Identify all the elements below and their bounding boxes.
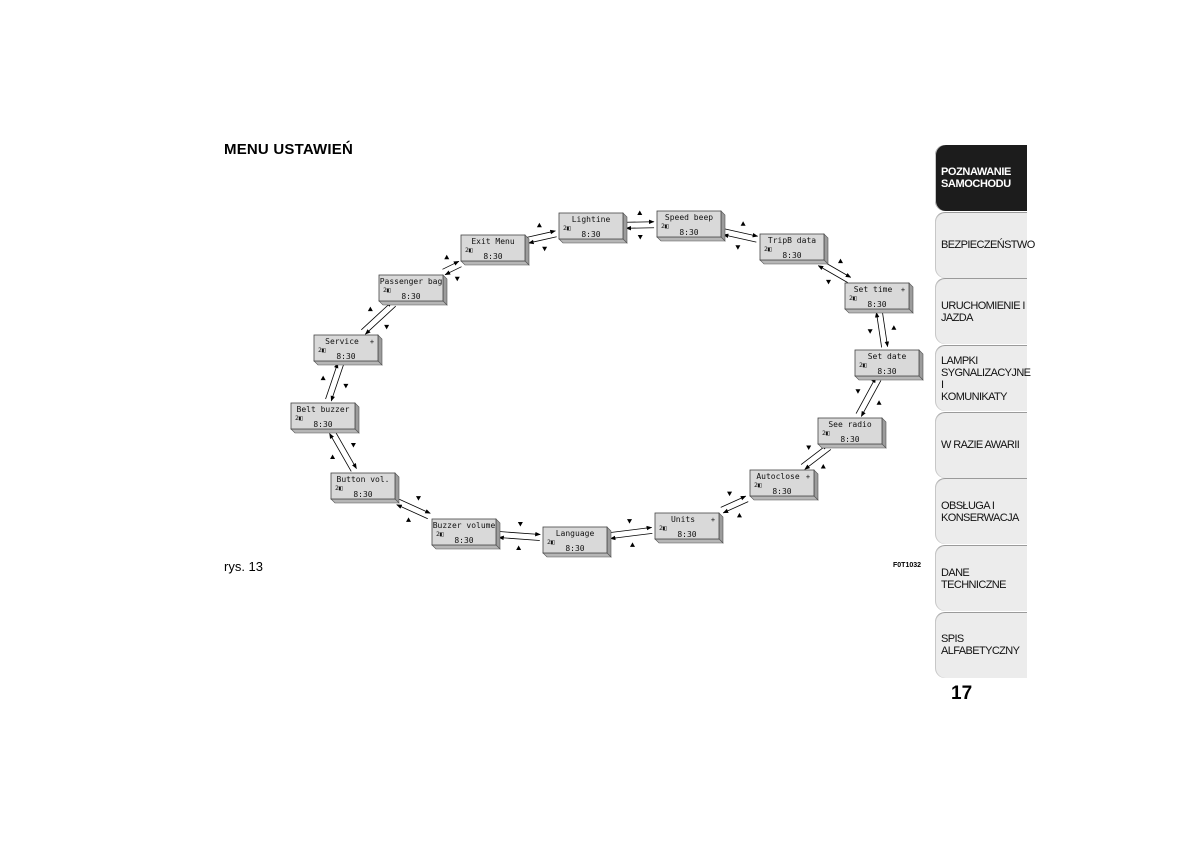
backward-arrow (818, 266, 847, 283)
display-time: 8:30 (877, 367, 897, 376)
forward-arrow (442, 261, 458, 269)
tab-poznawanie-samochodu[interactable]: POZNAWANIE SAMOCHODU (935, 145, 1027, 211)
section-heading: MENU USTAWIEŃ (224, 141, 353, 158)
up-button-icon (516, 545, 521, 550)
up-button-icon (637, 211, 642, 216)
display-icon: 2◧ (436, 530, 444, 538)
tab-spis-alfabetyczny[interactable]: SPIS ALFABETYCZNY (935, 612, 1027, 678)
page-number: 17 (951, 683, 973, 704)
up-button-icon (537, 223, 542, 228)
up-button-icon (630, 542, 635, 547)
submenu-marker-icon: + (369, 338, 375, 346)
screen-set-date (855, 350, 923, 380)
display-icon: 2◧ (754, 481, 762, 489)
display-time: 8:30 (677, 530, 697, 539)
screen-label: Passenger bag (379, 277, 443, 286)
display-icon: 2◧ (547, 538, 555, 546)
display-icon: 2◧ (659, 524, 667, 532)
chapter-tabs (935, 145, 1035, 679)
screen-label: Set time (853, 285, 893, 294)
screen-label: Set date (867, 352, 907, 361)
up-button-icon (821, 464, 826, 469)
backward-arrow (399, 499, 430, 513)
display-time: 8:30 (782, 251, 802, 260)
display-time: 8:30 (401, 292, 421, 301)
down-button-icon (855, 389, 860, 394)
down-button-icon (455, 277, 460, 282)
screen-label: Units (670, 515, 696, 524)
screen-label: See radio (828, 420, 872, 429)
up-button-icon (321, 376, 326, 381)
screen-label: Autoclose (756, 472, 800, 481)
tab-bezpieczenstwo[interactable]: BEZPIECZEŃSTWO (935, 212, 1027, 278)
screen-service (314, 335, 382, 365)
down-button-icon (638, 235, 643, 240)
display-icon: 2◧ (661, 222, 669, 230)
screen-label: Belt buzzer (296, 405, 350, 414)
tab-obsluga-i-konserwacja[interactable]: OBSŁUGA I KONSERWACJA (935, 478, 1027, 544)
down-button-icon (384, 325, 389, 330)
backward-arrow (610, 527, 652, 532)
down-button-icon (627, 519, 632, 524)
display-icon: 2◧ (849, 294, 857, 302)
display-icon: 2◧ (764, 245, 772, 253)
display-time: 8:30 (840, 435, 860, 444)
screen-label: Speed beep (664, 213, 714, 222)
screen-label: Button vol. (336, 475, 390, 484)
down-button-icon (806, 445, 811, 450)
display-time: 8:30 (772, 487, 792, 496)
screen-exit-menu (461, 235, 529, 265)
display-icon: 2◧ (318, 346, 326, 354)
backward-arrow (331, 365, 343, 401)
screen-units (655, 513, 723, 543)
backward-arrow (626, 228, 654, 229)
display-time: 8:30 (353, 490, 373, 499)
screen-label: Buzzer volume (432, 521, 496, 530)
down-button-icon (868, 329, 873, 334)
down-button-icon (735, 245, 740, 250)
up-button-icon (877, 400, 882, 405)
display-time: 8:30 (483, 252, 503, 261)
forward-arrow (805, 449, 831, 469)
tab-uruchomienie-i-jazda[interactable]: URUCHOMIENIE I JAZDA (935, 278, 1027, 344)
screen-passenger-bag (379, 275, 447, 305)
backward-arrow (499, 532, 540, 535)
up-button-icon (444, 255, 449, 260)
screen-label: Service (325, 337, 359, 346)
display-icon: 2◧ (335, 484, 343, 492)
down-button-icon (727, 492, 732, 497)
screen-language (543, 527, 611, 557)
display-time: 8:30 (313, 420, 333, 429)
backward-arrow (721, 496, 746, 507)
screen-autoclose (750, 470, 818, 500)
forward-arrow (725, 229, 758, 236)
display-time: 8:30 (867, 300, 887, 309)
down-button-icon (518, 522, 523, 527)
backward-arrow (876, 312, 881, 347)
backward-arrow (445, 267, 461, 275)
figure-code: F0T1032 (893, 562, 922, 569)
display-icon: 2◧ (295, 414, 303, 422)
forward-arrow (326, 363, 338, 399)
screen-buzzer-volume (432, 519, 500, 549)
screen-label: Lightine (571, 215, 611, 224)
display-icon: 2◧ (563, 224, 571, 232)
display-time: 8:30 (565, 544, 585, 553)
display-time: 8:30 (454, 536, 474, 545)
display-time: 8:30 (581, 230, 601, 239)
tab-dane-techniczne[interactable]: DANE TECHNICZNE (935, 545, 1027, 611)
screen-button-vol (331, 473, 399, 503)
screen-label: Exit Menu (471, 237, 515, 246)
screen-speed-beep (657, 211, 725, 241)
submenu-marker-icon: + (900, 286, 906, 294)
display-icon: 2◧ (383, 286, 391, 294)
down-button-icon (351, 443, 356, 448)
forward-arrow (882, 312, 887, 347)
up-button-icon (737, 513, 742, 518)
down-button-icon (826, 280, 831, 285)
submenu-marker-icon: + (805, 473, 811, 481)
forward-arrow (610, 533, 652, 538)
forward-arrow (397, 505, 428, 519)
backward-arrow (335, 431, 357, 469)
up-button-icon (406, 517, 411, 522)
up-button-icon (330, 454, 335, 459)
screen-set-time (845, 283, 913, 313)
forward-arrow (499, 538, 540, 541)
up-button-icon (368, 307, 373, 312)
display-icon: 2◧ (859, 361, 867, 369)
down-button-icon (542, 247, 547, 252)
display-time: 8:30 (336, 352, 356, 361)
display-icon: 2◧ (822, 429, 830, 437)
down-button-icon (416, 496, 421, 501)
screen-belt-buzzer (291, 403, 359, 433)
screen-label: TripB data (767, 236, 817, 245)
down-button-icon (343, 384, 348, 389)
backward-arrow (723, 235, 756, 242)
backward-arrow (529, 237, 557, 243)
tab-w-razie-awarii[interactable]: W RAZIE AWARII (935, 412, 1027, 478)
up-button-icon (741, 221, 746, 226)
forward-arrow (527, 231, 555, 237)
screen-label: Language (555, 529, 595, 538)
screen-lightine (559, 213, 627, 243)
up-button-icon (891, 325, 896, 330)
screen-see-radio (818, 418, 886, 448)
display-time: 8:30 (679, 228, 699, 237)
submenu-marker-icon: + (710, 516, 716, 524)
display-icon: 2◧ (465, 246, 473, 254)
screen-tripb-data (760, 234, 828, 264)
forward-arrow (723, 502, 748, 513)
figure-caption: rys. 13 (224, 559, 264, 574)
up-button-icon (838, 259, 843, 264)
forward-arrow (330, 433, 352, 471)
forward-arrow (626, 222, 654, 223)
tab-lampki-sygnalizacyjne[interactable]: LAMPKI SYGNALIZACYJNE I KOMUNIKATY (935, 345, 1027, 411)
